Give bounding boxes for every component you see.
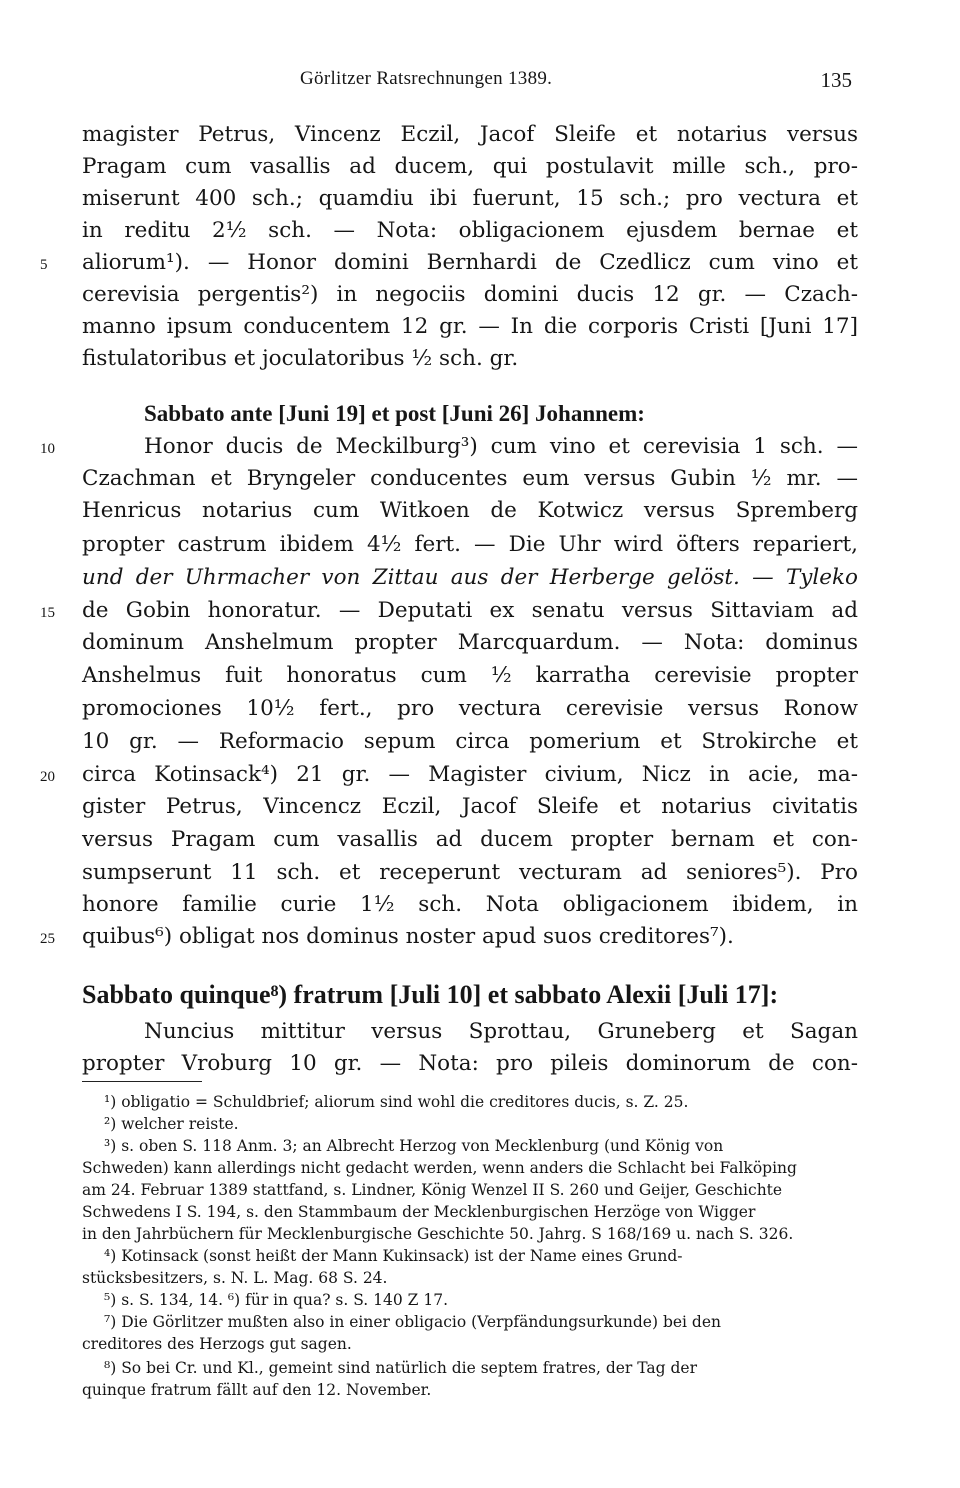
text-line: sumpserunt 11 sch. et receperunt vecturam ad seniores⁵). Pro	[82, 860, 858, 885]
line-number: 5	[40, 257, 48, 273]
text-line: gister Petrus, Vincencz Eczil, Jacof Sleife et notarius civitatis	[82, 794, 858, 819]
page-number: 135	[820, 68, 852, 92]
text-line: in reditu 2½ sch. — Nota: obligacionem ejusdem bernae et	[82, 218, 858, 243]
text-line: circa Kotinsack⁴) 21 gr. — Magister civium, Nicz in acie, ma-	[82, 762, 858, 787]
text-line: Honor ducis de Meckilburg³) cum vino et cerevisia 1 sch. —	[144, 434, 858, 459]
page-header	[0, 68, 960, 98]
text-line: 10 gr. — Reformacio sepum circa pomerium et Strokirche et	[82, 729, 858, 754]
line-number: 20	[40, 769, 55, 785]
footnote-line: ³) s. oben S. 118 Anm. 3; an Albrecht Herzog von Mecklenburg (und König von	[104, 1137, 724, 1155]
text-line: Nuncius mittitur versus Sprottau, Gruneberg et Sagan	[144, 1019, 858, 1044]
text-line: cerevisia pergentis²) in negociis domini ducis 12 gr. — Czach-	[82, 282, 858, 307]
footnote-line: ⁴) Kotinsack (sonst heißt der Mann Kukinsack) ist der Name eines Grund-	[104, 1247, 683, 1265]
text-line: fistulatoribus et joculatoribus ½ sch. gr.	[82, 346, 519, 371]
footnote-divider	[82, 1081, 202, 1082]
footnote-line: ⁸) So bei Cr. und Kl., gemeint sind natürlich die septem fratres, der Tag der	[104, 1359, 697, 1377]
footnote-line: am 24. Februar 1389 stattfand, s. Lindner, König Wenzel II S. 260 und Geijer, Geschichte	[82, 1181, 783, 1199]
text-line: Henricus notarius cum Witkoen de Kotwicz versus Spremberg	[82, 498, 858, 523]
text-line: magister Petrus, Vincenz Eczil, Jacof Sleife et notarius versus	[82, 122, 858, 147]
footnote-line: Schwedens I S. 194, s. den Stammbaum der Mecklenburgischen Herzöge von Wigger	[82, 1203, 756, 1221]
section-heading: Sabbato ante [Juni 19] et post [Juni 26] Johannem:	[144, 401, 645, 426]
text-line: Anshelmus fuit honoratus cum ½ karratha cerevisie propter	[82, 663, 858, 688]
footnote-line: creditores des Herzogs gut sagen.	[82, 1335, 352, 1353]
footnote-line: Schweden) kann allerdings nicht gedacht werden, wenn anders die Schlacht bei Falköping	[82, 1159, 797, 1177]
text-line: aliorum¹). — Honor domini Bernhardi de Czedlicz cum vino et	[82, 250, 858, 275]
section-heading: Sabbato quinque⁸) fratrum [Juli 10] et sabbato Alexii [Juli 17]:	[82, 980, 779, 1009]
footnote-line: stücksbesitzers, s. N. L. Mag. 68 S. 24.	[82, 1269, 388, 1287]
footnote-line: in den Jahrbüchern für Mecklenburgische Geschichte 50. Jahrg. S 168/169 u. nach S. 326.	[82, 1225, 794, 1243]
text-line: versus Pragam cum vasallis ad ducem propter bernam et con-	[82, 827, 858, 852]
text-line: Pragam cum vasallis ad ducem, qui postulavit mille sch., pro-	[82, 154, 858, 179]
line-number: 15	[40, 605, 55, 621]
text-line: de Gobin honoratur. — Deputati ex senatu versus Sittaviam ad	[82, 598, 858, 623]
footnote-line: ²) welcher reiste.	[104, 1115, 239, 1133]
line-number: 25	[40, 931, 55, 947]
footnote-line: quinque fratrum fällt auf den 12. November.	[82, 1381, 432, 1399]
text-line: miserunt 400 sch.; quamdiu ibi fuerunt, 15 sch.; pro vectura et	[82, 186, 858, 211]
text-line: propter castrum ibidem 4½ fert. — Die Uhr wird öfters repariert,	[82, 532, 858, 557]
text-line: honore familie curie 1½ sch. Nota obligacionem ibidem, in	[82, 892, 858, 917]
line-number: 10	[40, 441, 55, 457]
footnote-line: ⁵) s. S. 134, 14. ⁶) für in qua? s. S. 140 Z 17.	[104, 1291, 449, 1309]
footnote-line: ¹) obligatio = Schuldbrief; aliorum sind wohl die creditores ducis, s. Z. 25.	[104, 1093, 689, 1111]
text-line: quibus⁶) obligat nos dominus noster apud suos creditores⁷).	[82, 924, 734, 949]
text-line: und der Uhrmacher von Zittau aus der Herberge gelöst. — Tyleko	[82, 565, 858, 590]
text-line: Czachman et Bryngeler conducentes eum versus Gubin ½ mr. —	[82, 466, 858, 491]
footnote-line: ⁷) Die Görlitzer mußten also in einer obligacio (Verpfändungsurkunde) bei den	[104, 1313, 722, 1331]
running-head: Görlitzer Ratsrechnungen 1389.	[300, 68, 553, 89]
text-line: promociones 10½ fert., pro vectura cerevisie versus Ronow	[82, 696, 858, 721]
text-line: propter Vroburg 10 gr. — Nota: pro pileis dominorum de con-	[82, 1051, 858, 1076]
text-line: manno ipsum conducentem 12 gr. — In die corporis Cristi [Juni 17]	[82, 314, 858, 339]
text-line: dominum Anshelmum propter Marcquardum. — Nota: dominus	[82, 630, 858, 655]
